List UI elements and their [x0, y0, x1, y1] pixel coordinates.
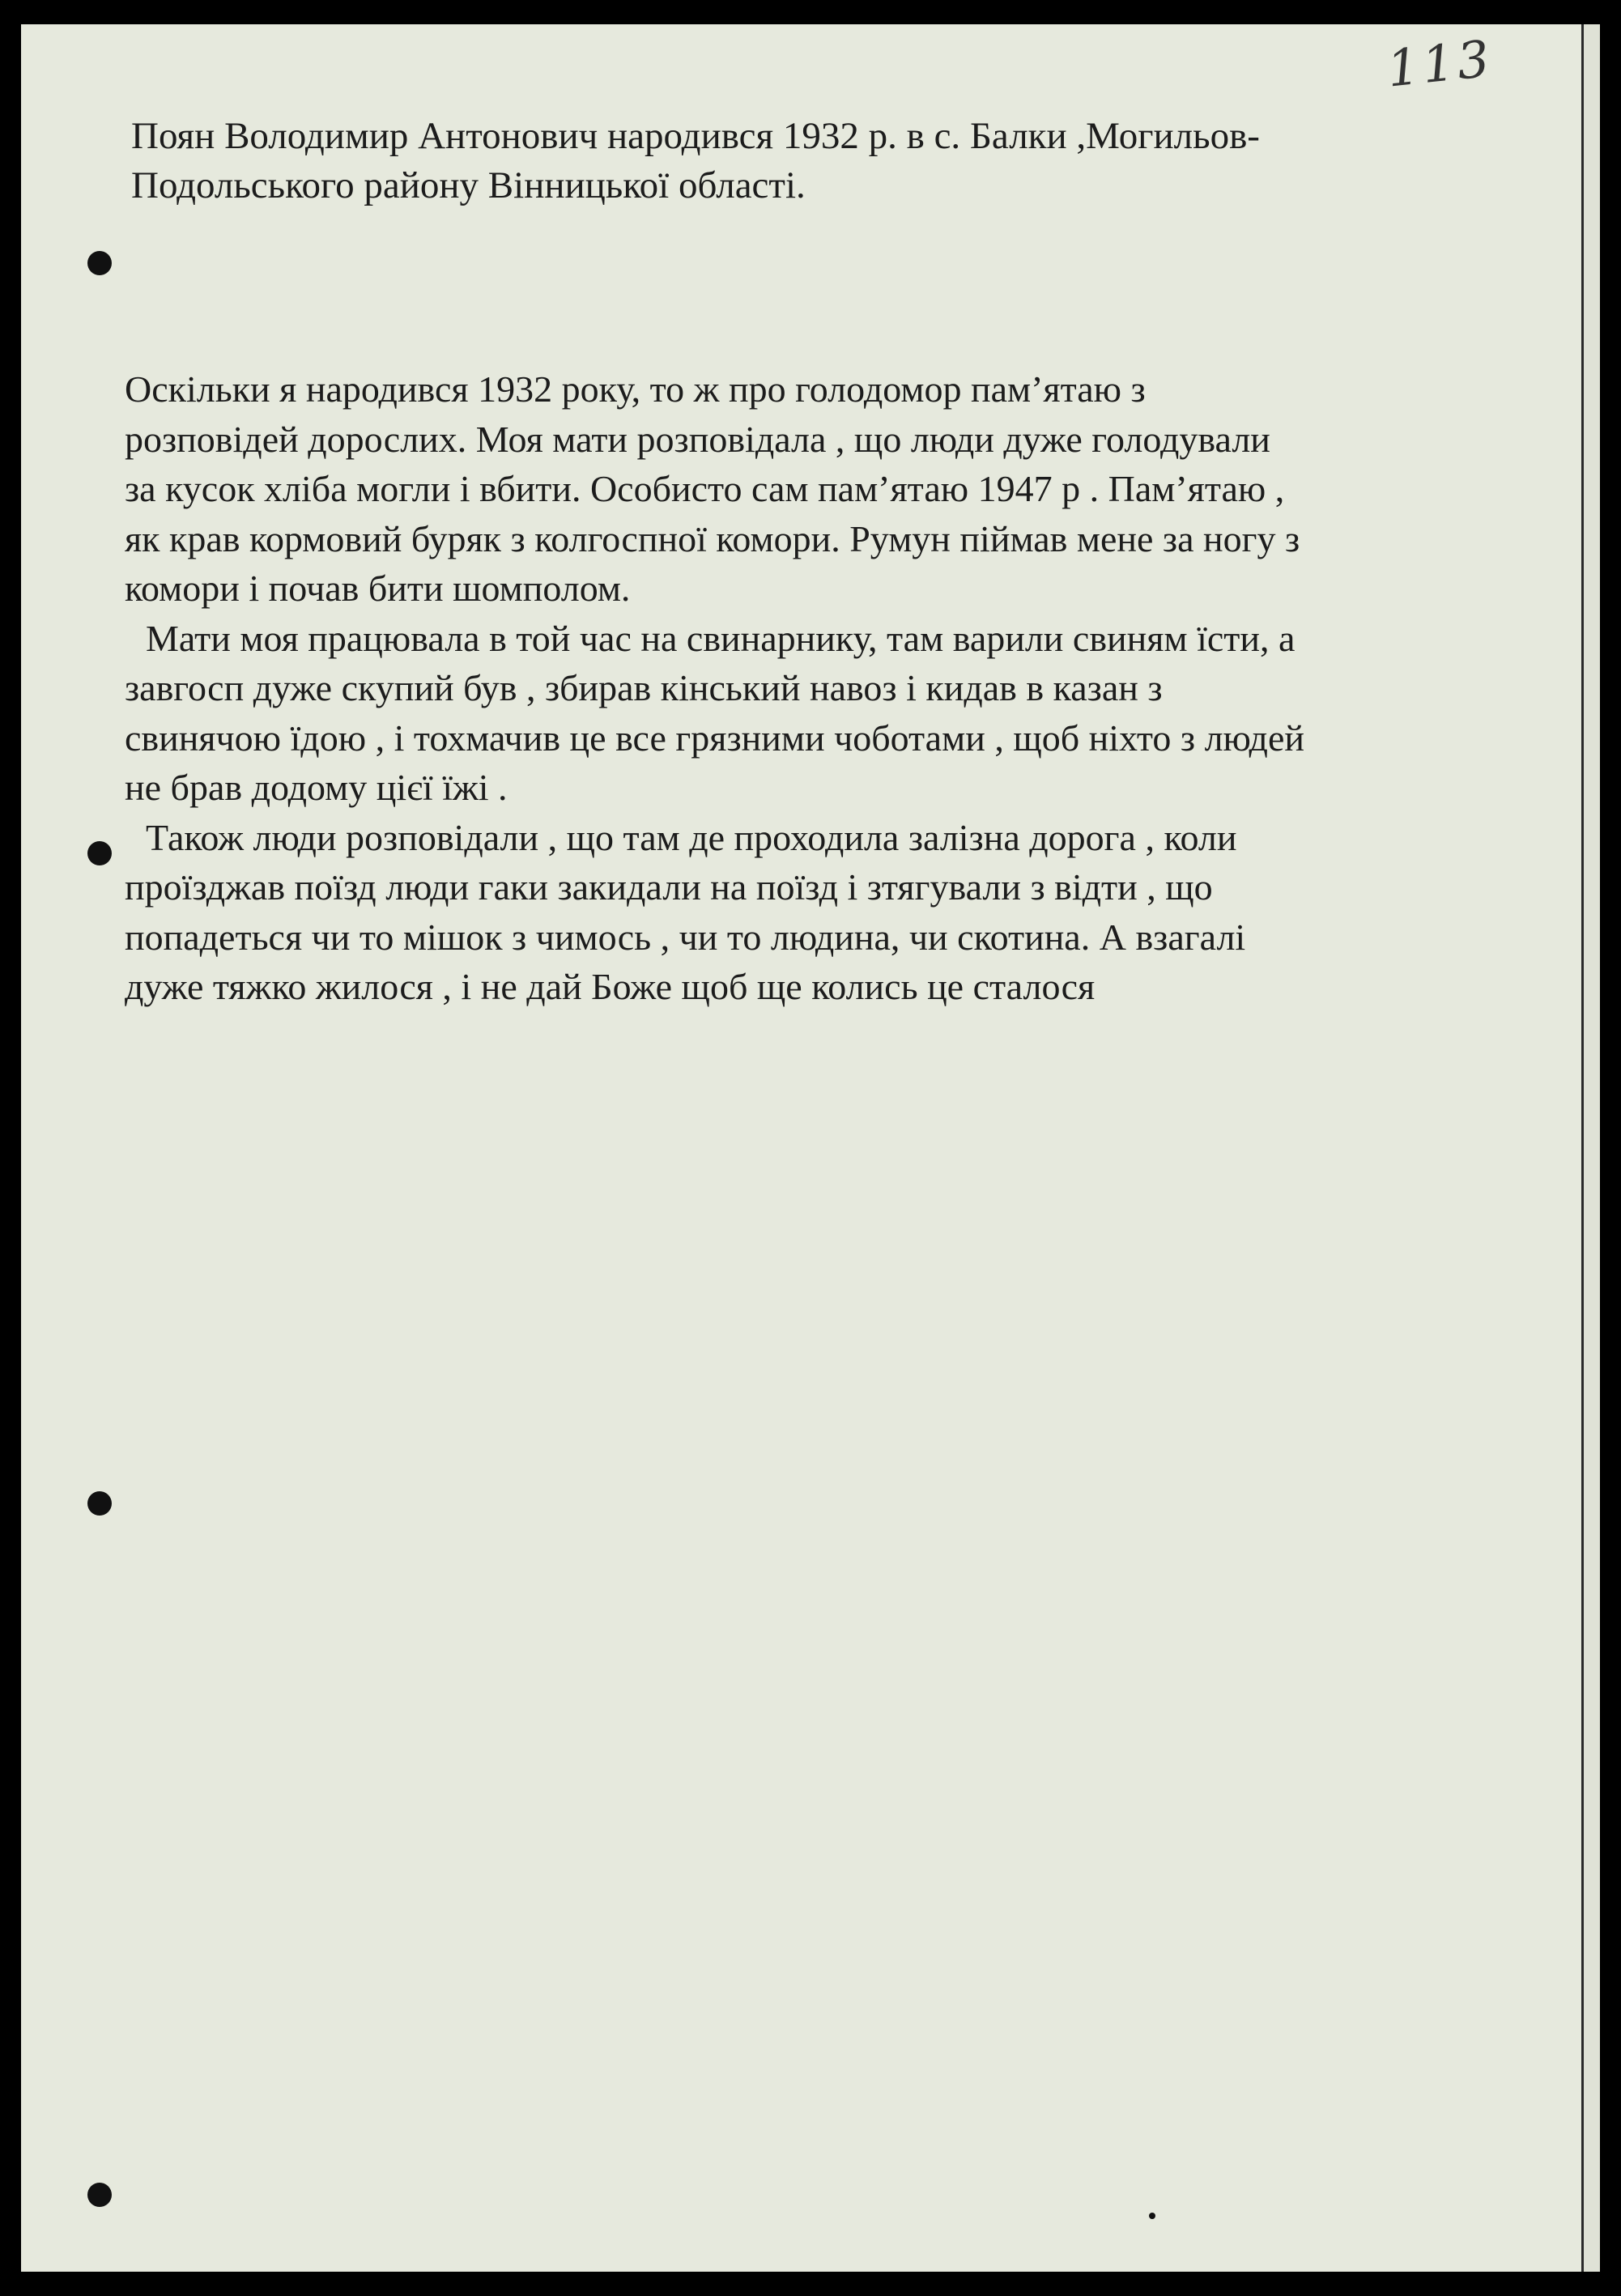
punch-hole-4 — [87, 2183, 112, 2207]
page-edge-strip — [1581, 24, 1600, 2272]
text-line: розповідей дорослих. Моя мати розповідала , що люди дуже голодували — [125, 418, 1270, 460]
text-line: Оскільки я народився 1932 року, то ж про голодомор пам’ятаю з — [125, 368, 1146, 410]
heading-line: Поян Володимир Антонович народився 1932 р. в с. Балки ,Могильов- — [131, 115, 1260, 157]
text-line: за кусок хліба могли і вбити. Особисто сам пам’ятаю 1947 р . Пам’ятаю , — [125, 468, 1285, 509]
text-line: свинячою їдою , і тохмачив це все грязними чоботами , щоб ніхто з людей — [125, 716, 1304, 759]
text-line: як крав кормовий буряк з колгоспної комори. Румун піймав мене за ногу з — [125, 517, 1300, 559]
paragraph-3 — [125, 813, 1582, 1012]
document-heading — [131, 112, 1589, 210]
paragraph-2 — [125, 614, 1582, 813]
punch-hole-3 — [87, 1491, 112, 1516]
document-page — [21, 24, 1600, 2272]
text-line: дуже тяжко жилося , і не дай Боже щоб ще колись це сталося — [125, 966, 1096, 1007]
text-line: комори і почав бити шомполом. — [125, 568, 631, 609]
folio-number: 113 — [1384, 28, 1495, 99]
paragraph-1 — [125, 364, 1582, 614]
heading-line: Подольського району Вінницької області. — [131, 164, 806, 206]
text-line: попадеться чи то мішок з чимось , чи то людина, чи скотина. А взагалі — [125, 916, 1246, 958]
ink-speck — [1149, 2213, 1155, 2219]
punch-hole-2 — [87, 841, 112, 865]
text-line: проїзджав поїзд люди гаки закидали на поїзд і зтягували з відти , що — [125, 866, 1213, 908]
document-body — [125, 364, 1582, 1012]
punch-hole-1 — [87, 251, 112, 275]
text-line: Мати моя працювала в той час на свинарнику, там варили свиням їсти, а — [146, 617, 1296, 659]
text-line: не брав додому цієї їжі . — [125, 767, 508, 808]
text-line: Також люди розповідали , що там де проходила залізна дорога , коли — [146, 816, 1237, 858]
text-line: завгосп дуже скупий був , збирав кінський навоз і кидав в казан з — [125, 667, 1163, 708]
